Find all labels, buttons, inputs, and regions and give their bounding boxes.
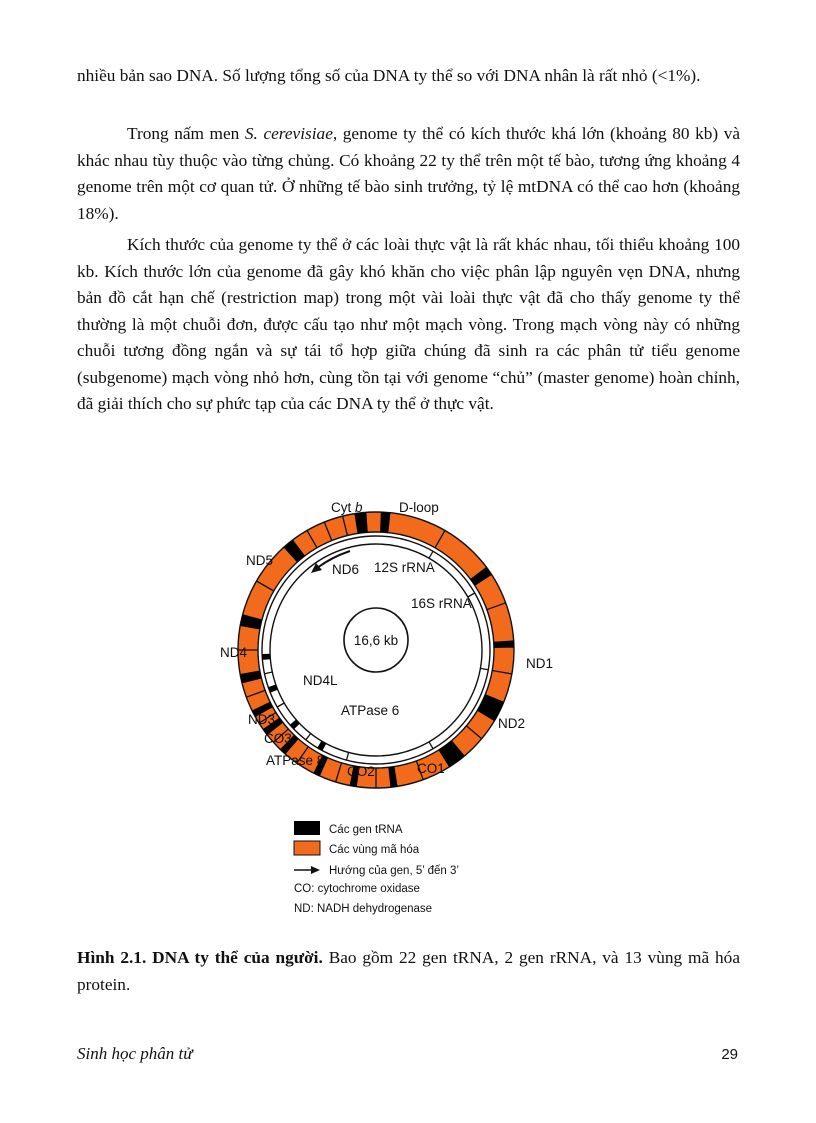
- label-cytb-prefix: Cyt: [331, 500, 356, 515]
- legend-trna-swatch: [294, 821, 320, 835]
- paragraph-3: Kích thước của genome ty thể ở các loài thực vật là rất khác nhau, tối thiểu khoảng 100 kb. Kích thước lớn của genome đã gây khó khăn cho việc phân lập nguyên vẹn DNA, nhưng bản đồ cắt hạn chế (restriction map) trong một vài loài thực vật đã cho thấy genome ty thể thường là một chuỗi đơn, được cấu tạo như một mạch vòng. Trong mạch vòng này có những chuỗi tương đồng ngắn và sự tái tổ hợp giữa chúng đã sinh ra các phân tử tiểu genome (subgenome) mạch vòng nhỏ hơn, cùng tồn tại với genome “chủ” (master genome) hoàn chỉnh, đã giải thích cho sự phức tạp của các DNA ty thể ở thực vật.: [77, 235, 740, 413]
- legend-co-definition: CO: cytochrome oxidase: [294, 883, 420, 895]
- mtdna-map-figure: [210, 490, 590, 930]
- genome-size-label: 16,6 kb: [353, 633, 399, 648]
- label-nd3: ND3: [248, 712, 276, 727]
- label-dloop: D-loop: [399, 500, 439, 515]
- species-name: S. cerevisiae: [244, 124, 333, 143]
- legend-coding-swatch: [294, 841, 320, 855]
- paragraph-2-text-a: Trong nấm men: [127, 124, 245, 143]
- label-12s-rrna: 12S rRNA: [374, 560, 435, 575]
- label-16s-rrna: 16S rRNA: [411, 596, 472, 611]
- paragraph-2-text-b: , genome ty thể có kích thước khá lớn (khoảng 80 kb) và khác nhau tùy thuộc vào từng chủng. Có khoảng 22 ty thể trên một tế bào, tương ứng khoảng 4 genome trên một cơ quan tử. Ở những tế bào sinh trưởng, tỷ lệ mtDNA có thể cao hơn (khoảng 18%).: [77, 124, 741, 223]
- label-atpase6: ATPase 6: [341, 703, 400, 718]
- label-co3: CO3: [264, 731, 292, 746]
- label-nd4: ND4: [220, 645, 248, 660]
- label-cytb: [331, 500, 363, 515]
- label-co2: CO2: [347, 764, 375, 779]
- figure-caption: [77, 945, 740, 998]
- footer-book-title: Sinh học phân tử: [77, 1044, 193, 1063]
- label-nd4l: ND4L: [303, 673, 338, 688]
- label-co1: CO1: [417, 761, 445, 776]
- paragraph-2: [77, 121, 740, 227]
- label-cytb-italic: b: [355, 500, 363, 515]
- legend-arrowhead: [311, 866, 320, 874]
- legend-direction-label: Hướng của gen, 5’ đến 3’: [329, 865, 459, 877]
- legend-nd-definition: ND: NADH dehydrogenase: [294, 903, 433, 915]
- label-atpase8: ATPase 8: [266, 753, 325, 768]
- legend-coding-label: Các vùng mã hóa: [329, 844, 420, 856]
- label-nd2: ND2: [498, 716, 526, 731]
- figure-caption-text: Bao gồm 22 gen tRNA, 2 gen rRNA, và 13 vùng mã hóa protein.: [77, 948, 740, 994]
- paragraph-1: nhiều bản sao DNA. Số lượng tổng số của DNA ty thể so với DNA nhân là rất nhỏ (<1%).: [77, 66, 701, 85]
- legend-trna-label: Các gen tRNA: [329, 824, 403, 836]
- page-number: 29: [721, 1046, 738, 1063]
- label-nd5: ND5: [246, 553, 274, 568]
- label-nd1: ND1: [526, 656, 554, 671]
- trna-block-inner-2: [262, 654, 270, 660]
- figure-caption-title: Hình 2.1. DNA ty thể của người.: [77, 948, 323, 967]
- label-nd6: ND6: [332, 562, 360, 577]
